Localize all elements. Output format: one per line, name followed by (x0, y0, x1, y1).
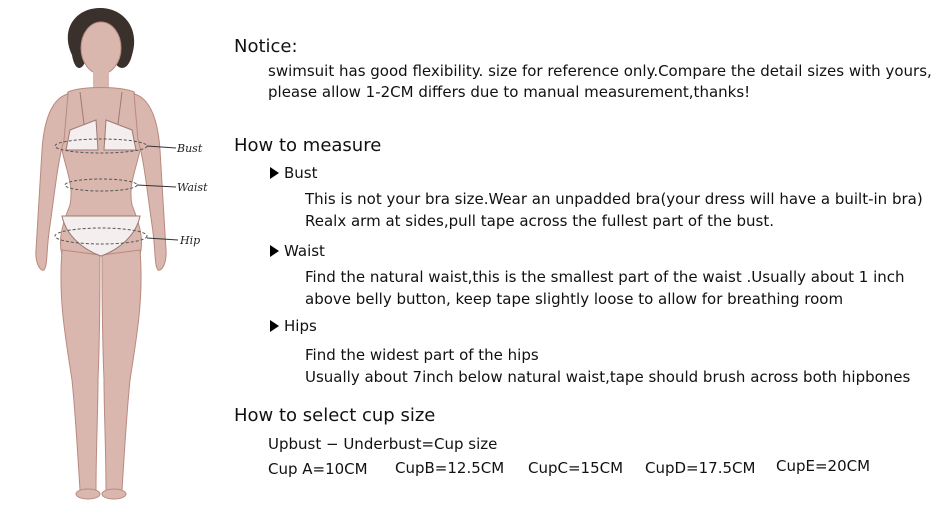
cup-size-d: CupD=17.5CM (645, 459, 756, 477)
neck-shape (93, 70, 109, 88)
left-leg-shape (61, 250, 100, 490)
hips-line-2: Usually about 7inch below natural waist,tape should brush across both hipbones (305, 368, 911, 386)
waist-section-title (270, 242, 325, 260)
measure-heading: How to measure (234, 135, 382, 156)
hips-section-title (270, 317, 317, 335)
arrow-right-icon (270, 167, 279, 179)
waist-label: Waist (177, 181, 208, 194)
waist-line-1: Find the natural waist,this is the smallest part of the waist .Usually about 1 inch (305, 268, 905, 286)
arrow-right-icon (270, 245, 279, 257)
notice-line-2: please allow 1-2CM differs due to manual measurement,thanks! (268, 83, 751, 101)
right-foot-shape (102, 489, 126, 499)
arrow-right-icon (270, 320, 279, 332)
bust-label: Bust (177, 142, 203, 155)
hip-label: Hip (180, 234, 201, 247)
bust-title: Bust (284, 164, 318, 182)
cup-size-a: Cup A=10CM (268, 460, 368, 478)
hips-title: Hips (284, 317, 317, 335)
cup-heading: How to select cup size (234, 405, 436, 426)
cup-formula: Upbust − Underbust=Cup size (268, 435, 498, 453)
notice-line-1: swimsuit has good flexibility. size for reference only.Compare the detail sizes with yours, (268, 62, 932, 80)
right-leg-shape (102, 250, 141, 490)
left-foot-shape (76, 489, 100, 499)
waist-line-2: above belly button, keep tape slightly loose to allow for breathing room (305, 290, 844, 308)
bust-line-1: This is not your bra size.Wear an unpadded bra(your dress will have a built-in bra) (305, 190, 923, 208)
notice-heading: Notice: (234, 36, 298, 57)
bust-line-2: Realx arm at sides,pull tape across the fullest part of the bust. (305, 212, 775, 230)
cup-size-b: CupB=12.5CM (395, 459, 505, 477)
cup-size-c: CupC=15CM (528, 459, 624, 477)
waist-title: Waist (284, 242, 325, 260)
cup-size-e: CupE=20CM (776, 457, 871, 475)
body-measurement-figure (0, 0, 230, 522)
hips-line-1: Find the widest part of the hips (305, 346, 539, 364)
bust-section-title (270, 164, 318, 182)
head-shape (81, 22, 121, 74)
